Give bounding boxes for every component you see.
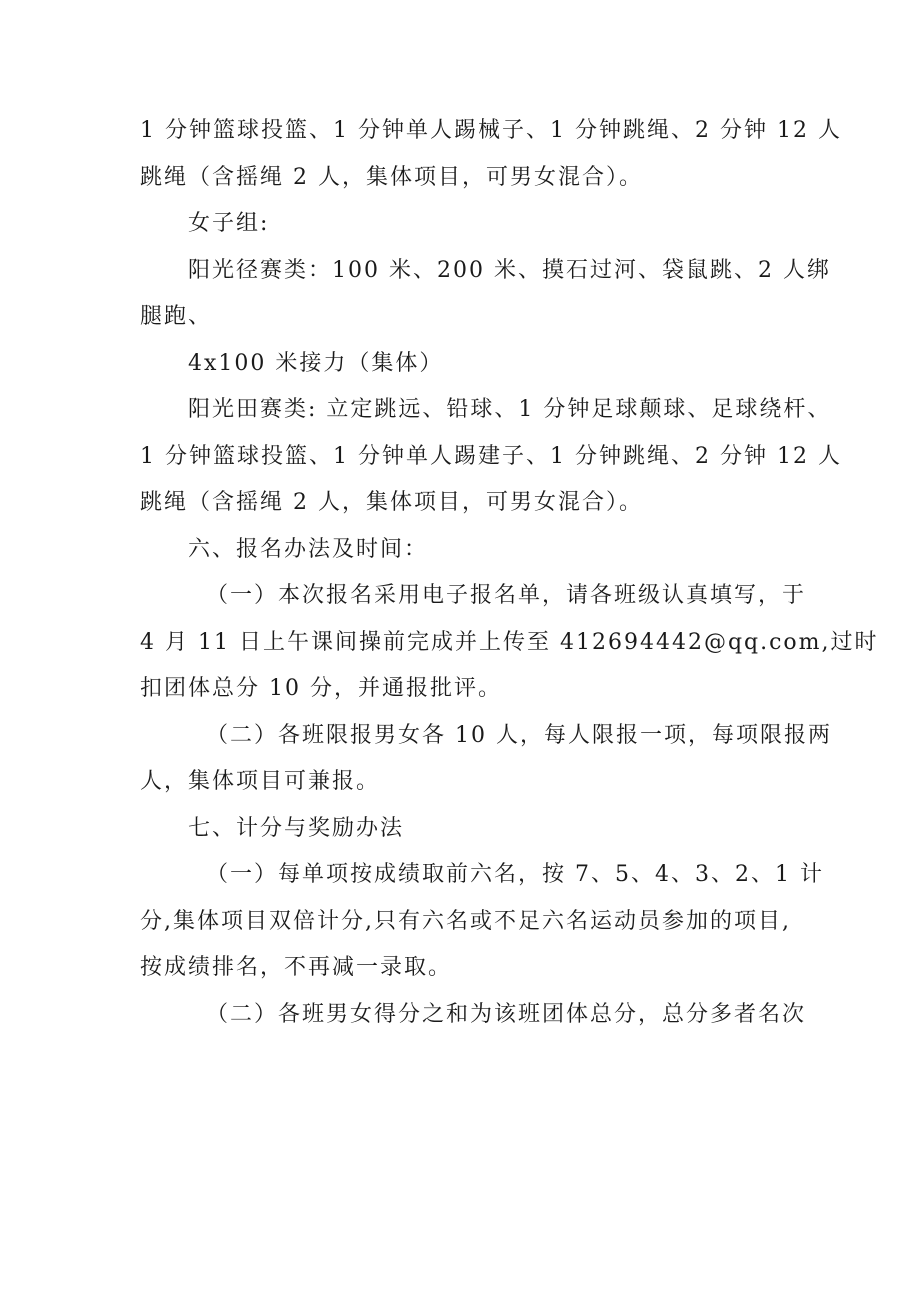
section-heading-scoring: 七、计分与奖励办法 [188,815,405,841]
paragraph-line-field-events: 阳光田赛类: 立定跳远、铅球、1 分钟足球颠球、足球绕杆、 [188,397,832,422]
paragraph-line-13: 扣团体总分 10 分，并通报批评。 [140,676,502,701]
section-heading-registration: 六、报名办法及时间： [188,536,429,562]
section-heading-girls-group: 女子组: [188,211,270,236]
paragraph-line-15: 人，集体项目可兼报。 [140,769,381,794]
paragraph-line-5: 腿跑、 [140,304,213,329]
paragraph-line-1: 1 分钟篮球投篮、1 分钟单人踢械子、1 分钟跳绳、2 分钟 12 人 [140,118,842,143]
paragraph-line-18: 分,集体项目双倍计分,只有六名或不足六名运动员参加的项目, [140,908,791,934]
paragraph-line-9: 跳绳（含摇绳 2 人，集体项目，可男女混合）。 [140,490,643,515]
paragraph-line-scoring-1: （一）每单项按成绩取前六名，按 7、5、4、3、2、1 计 [206,862,824,887]
paragraph-line-relay: 4x100 米接力（集体） [188,350,444,376]
paragraph-line-12: 4 月 11 日上午课间操前完成并上传至 412694442@qq.com,过时 [140,629,879,655]
paragraph-line-track-events: 阳光径赛类：100 米、200 米、摸石过河、袋鼠跳、2 人绑 [188,257,831,283]
paragraph-line-registration-1: （一）本次报名采用电子报名单，请各班级认真填写，于 [206,583,807,608]
paragraph-line-8: 1 分钟篮球投篮、1 分钟单人踢建子、1 分钟跳绳、2 分钟 12 人 [140,443,842,469]
paragraph-line-19: 按成绩排名，不再减一录取。 [140,955,453,980]
paragraph-line-scoring-2: （二）各班男女得分之和为该班团体总分，总分多者名次 [206,1001,807,1027]
paragraph-line-registration-2: （二）各班限报男女各 10 人，每人限报一项，每项限报两 [206,722,832,748]
document-page [140,108,879,1038]
paragraph-line-2: 跳绳（含摇绳 2 人，集体项目，可男女混合）。 [140,164,643,190]
